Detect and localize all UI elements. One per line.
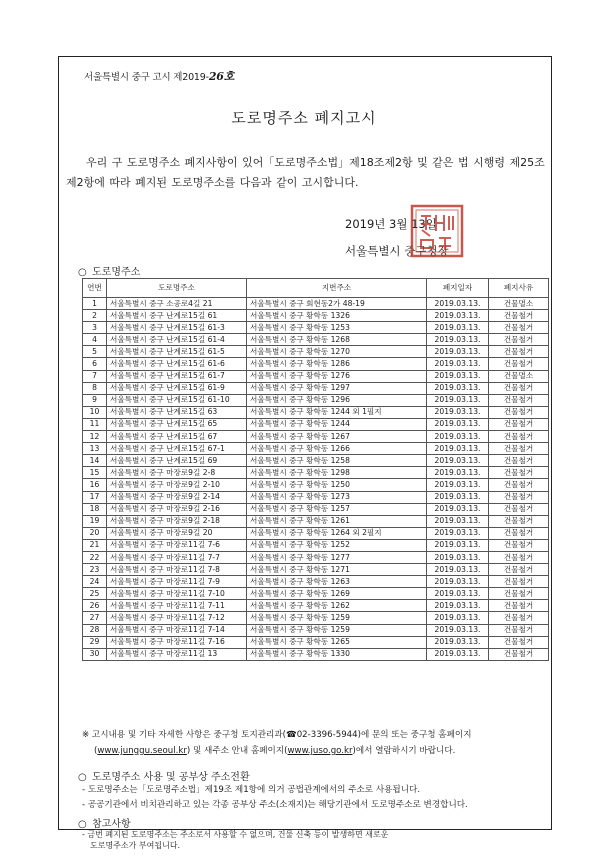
cell-road-address: 서울특별시 중구 마장로11길 7-6 — [107, 539, 247, 551]
cell-no: 6 — [83, 358, 107, 370]
cell-date: 2019.03.13. — [427, 564, 489, 576]
cell-no: 4 — [83, 334, 107, 346]
table-row — [83, 648, 549, 660]
cell-road-address: 서울특별시 중구 마장로11길 7-12 — [107, 612, 247, 624]
table-row — [83, 624, 549, 636]
cell-reason: 건물철거 — [489, 467, 549, 479]
cell-lot-address: 서울특별시 중구 황학동 1259 — [247, 612, 427, 624]
cell-no: 29 — [83, 636, 107, 648]
cell-reason: 건물철거 — [489, 648, 549, 660]
cell-date: 2019.03.13. — [427, 310, 489, 322]
header-reason: 폐지사유 — [489, 279, 549, 298]
note-links-line: (www.junggu.seoul.kr) 및 새주소 안내 홈페이지(www.juso.go.kr)에서 열람하시기 바랍니다. — [94, 746, 456, 756]
cell-reason: 건물철거 — [489, 576, 549, 588]
cell-lot-address: 서울특별시 중구 황학동 1286 — [247, 358, 427, 370]
cell-road-address: 서울특별시 중구 난계로15길 61-3 — [107, 322, 247, 334]
table-row — [83, 406, 549, 418]
cell-lot-address: 서울특별시 중구 황학동 1273 — [247, 491, 427, 503]
cell-no: 24 — [83, 576, 107, 588]
document-number-text: 서울특별시 중구 고시 제2019- — [84, 72, 209, 83]
cell-reason: 건물철거 — [489, 503, 549, 515]
cell-lot-address: 서울특별시 중구 황학동 1296 — [247, 394, 427, 406]
note-end-text: )에서 열람하시기 바랍니다. — [352, 746, 456, 756]
cell-date: 2019.03.13. — [427, 467, 489, 479]
cell-road-address: 서울특별시 중구 마장로9길 2-18 — [107, 515, 247, 527]
cell-road-address: 서울특별시 중구 마장로11길 7-7 — [107, 551, 247, 563]
cell-road-address: 서울특별시 중구 난계로15길 61 — [107, 310, 247, 322]
table-row — [83, 479, 549, 491]
cell-no: 5 — [83, 346, 107, 358]
cell-reason: 건물철거 — [489, 310, 549, 322]
table-row — [83, 636, 549, 648]
table-row — [83, 539, 549, 551]
cell-road-address: 서울특별시 중구 마장로9길 2-14 — [107, 491, 247, 503]
cell-road-address: 서울특별시 중구 난계로15길 69 — [107, 455, 247, 467]
cell-road-address: 서울특별시 중구 난계로15길 63 — [107, 406, 247, 418]
usage-list — [82, 783, 552, 813]
cell-date: 2019.03.13. — [427, 455, 489, 467]
reference-text — [82, 829, 552, 851]
table-row — [83, 588, 549, 600]
cell-no: 23 — [83, 564, 107, 576]
cell-lot-address: 서울특별시 중구 황학동 1276 — [247, 370, 427, 382]
cell-lot-address: 서울특별시 중구 황학동 1330 — [247, 648, 427, 660]
cell-reason: 건물철거 — [489, 612, 549, 624]
table-body — [83, 298, 549, 661]
cell-lot-address: 서울특별시 중구 황학동 1261 — [247, 515, 427, 527]
cell-reason: 건물철거 — [489, 636, 549, 648]
cell-date: 2019.03.13. — [427, 334, 489, 346]
cell-no: 14 — [83, 455, 107, 467]
handwritten-number: 26호 — [208, 70, 235, 83]
cell-no: 12 — [83, 431, 107, 443]
cell-reason: 건물철거 — [489, 588, 549, 600]
cell-date: 2019.03.13. — [427, 551, 489, 563]
cell-lot-address: 서울특별시 중구 황학동 1266 — [247, 443, 427, 455]
table-row — [83, 467, 549, 479]
section-reference — [78, 815, 131, 830]
table-row — [83, 431, 549, 443]
cell-date: 2019.03.13. — [427, 527, 489, 539]
cell-no: 9 — [83, 394, 107, 406]
intro-paragraph: 우리 구 도로명주소 폐지사항이 있어「도로명주소법」제18조제2항 및 같은 법 시행령 제25조제2항에 따라 폐지된 도로명주소를 다음과 같이 고시합니다. — [66, 156, 545, 189]
cell-reason: 건물철거 — [489, 479, 549, 491]
cell-no: 25 — [83, 588, 107, 600]
cell-no: 20 — [83, 527, 107, 539]
cell-no: 2 — [83, 310, 107, 322]
cell-lot-address: 서울특별시 중구 황학동 1253 — [247, 322, 427, 334]
cell-reason: 건물철거 — [489, 394, 549, 406]
cell-lot-address: 서울특별시 중구 황학동 1252 — [247, 539, 427, 551]
table-row — [83, 358, 549, 370]
table-row — [83, 322, 549, 334]
cell-reason: 건물철거 — [489, 406, 549, 418]
cell-date: 2019.03.13. — [427, 588, 489, 600]
cell-no: 26 — [83, 600, 107, 612]
cell-no: 17 — [83, 491, 107, 503]
cell-date: 2019.03.13. — [427, 576, 489, 588]
cell-road-address: 서울특별시 중구 마장로11길 13 — [107, 648, 247, 660]
cell-no: 3 — [83, 322, 107, 334]
table-row — [83, 394, 549, 406]
table-row — [83, 443, 549, 455]
cell-no: 15 — [83, 467, 107, 479]
cell-road-address: 서울특별시 중구 마장로11길 7-10 — [107, 588, 247, 600]
cell-lot-address: 서울특별시 중구 황학동 1326 — [247, 310, 427, 322]
cell-date: 2019.03.13. — [427, 636, 489, 648]
cell-lot-address: 서울특별시 중구 황학동 1244 외 1필지 — [247, 406, 427, 418]
cell-date: 2019.03.13. — [427, 479, 489, 491]
cell-lot-address: 서울특별시 중구 황학동 1263 — [247, 576, 427, 588]
cell-lot-address: 서울특별시 중구 황학동 1258 — [247, 455, 427, 467]
usage-item: - 공공기관에서 비치관리하고 있는 각종 공부상 주소(소재지)는 해당기관에서 도로명주소로 변경합니다. — [82, 800, 468, 810]
cell-no: 27 — [83, 612, 107, 624]
header-lot-address: 지번주소 — [247, 279, 427, 298]
notice-note — [82, 727, 552, 759]
table-row — [83, 564, 549, 576]
cell-date: 2019.03.13. — [427, 431, 489, 443]
cell-road-address: 서울특별시 중구 난계로15길 61-4 — [107, 334, 247, 346]
note-mid-text: ) 및 새주소 안내 홈페이지( — [186, 746, 288, 756]
cell-road-address: 서울특별시 중구 마장로11길 7-14 — [107, 624, 247, 636]
cell-reason: 건물철거 — [489, 527, 549, 539]
notice-date: 2019년 3월 13일 — [345, 217, 437, 231]
cell-road-address: 서울특별시 중구 난계로15길 65 — [107, 418, 247, 430]
junggu-homepage-link[interactable]: www.junggu.seoul.kr — [97, 746, 187, 756]
cell-reason: 건물철거 — [489, 551, 549, 563]
table-row — [83, 600, 549, 612]
cell-no: 28 — [83, 624, 107, 636]
cell-road-address: 서울특별시 중구 난계로15길 61-5 — [107, 346, 247, 358]
cell-lot-address: 서울특별시 중구 황학동 1264 외 2필지 — [247, 527, 427, 539]
cell-reason: 건물멸소 — [489, 370, 549, 382]
official-seal-icon — [408, 202, 466, 260]
cell-lot-address: 서울특별시 중구 황학동 1267 — [247, 431, 427, 443]
cell-lot-address: 서울특별시 중구 황학동 1268 — [247, 334, 427, 346]
cell-date: 2019.03.13. — [427, 346, 489, 358]
cell-road-address: 서울특별시 중구 마장로11길 7-16 — [107, 636, 247, 648]
cell-reason: 건물철거 — [489, 564, 549, 576]
table-row — [83, 298, 549, 310]
cell-date: 2019.03.13. — [427, 406, 489, 418]
cell-no: 22 — [83, 551, 107, 563]
usage-item: - 도로명주소는「도로명주소법」제19조 제1항에 의거 공법관계에서의 주소로 사용됩니다. — [82, 785, 421, 795]
section-usage — [78, 768, 250, 783]
table-row — [83, 576, 549, 588]
cell-reason: 건물철거 — [489, 491, 549, 503]
cell-reason: 건물철거 — [489, 539, 549, 551]
cell-road-address: 서울특별시 중구 난계로15길 67-1 — [107, 443, 247, 455]
table-row — [83, 503, 549, 515]
cell-reason: 건물철거 — [489, 358, 549, 370]
cell-reason: 건물철거 — [489, 346, 549, 358]
cell-date: 2019.03.13. — [427, 539, 489, 551]
table-row — [83, 515, 549, 527]
juso-homepage-link[interactable]: www.juso.go.kr — [287, 746, 353, 756]
table-row — [83, 455, 549, 467]
cell-date: 2019.03.13. — [427, 322, 489, 334]
cell-no: 21 — [83, 539, 107, 551]
cell-road-address: 서울특별시 중구 난계로15길 61-6 — [107, 358, 247, 370]
reference-title: 참고사항 — [92, 819, 131, 830]
cell-reason: 건물철거 — [489, 418, 549, 430]
cell-lot-address: 서울특별시 중구 황학동 1270 — [247, 346, 427, 358]
cell-no: 10 — [83, 406, 107, 418]
cell-lot-address: 서울특별시 중구 황학동 1271 — [247, 564, 427, 576]
circle-bullet-icon: ○ — [78, 819, 87, 830]
circle-bullet-icon: ○ — [78, 772, 87, 783]
cell-reason: 건물철거 — [489, 515, 549, 527]
cell-date: 2019.03.13. — [427, 515, 489, 527]
cell-road-address: 서울특별시 중구 난계로15길 67 — [107, 431, 247, 443]
header-road-address: 도로명주소 — [107, 279, 247, 298]
cell-lot-address: 서울특별시 중구 황학동 1257 — [247, 503, 427, 515]
section-title: 도로명주소 — [92, 267, 141, 278]
cell-date: 2019.03.13. — [427, 298, 489, 310]
cell-road-address: 서울특별시 중구 마장로11길 7-8 — [107, 564, 247, 576]
table-row — [83, 491, 549, 503]
cell-date: 2019.03.13. — [427, 382, 489, 394]
cell-date: 2019.03.13. — [427, 612, 489, 624]
cell-no: 1 — [83, 298, 107, 310]
signer: 서울특별시 중구청장 — [345, 244, 449, 258]
cell-road-address: 서울특별시 중구 마장로11길 7-11 — [107, 600, 247, 612]
cell-road-address: 서울특별시 중구 소공로4길 21 — [107, 298, 247, 310]
cell-no: 8 — [83, 382, 107, 394]
cell-date: 2019.03.13. — [427, 491, 489, 503]
cell-no: 7 — [83, 370, 107, 382]
cell-road-address: 서울특별시 중구 난계로15길 61-9 — [107, 382, 247, 394]
cell-date: 2019.03.13. — [427, 394, 489, 406]
cell-date: 2019.03.13. — [427, 624, 489, 636]
cell-road-address: 서울특별시 중구 난계로15길 61-10 — [107, 394, 247, 406]
table-row — [83, 334, 549, 346]
table-row — [83, 382, 549, 394]
cell-reason: 건물철거 — [489, 322, 549, 334]
document-number — [84, 68, 234, 84]
cell-lot-address: 서울특별시 중구 황학동 1259 — [247, 624, 427, 636]
address-table — [82, 278, 549, 661]
header-no: 연번 — [83, 279, 107, 298]
page-title: 도로명주소 폐지고시 — [231, 109, 377, 127]
cell-road-address: 서울특별시 중구 난계로15길 61-7 — [107, 370, 247, 382]
table-row — [83, 370, 549, 382]
cell-date: 2019.03.13. — [427, 600, 489, 612]
note-line: ※ 고시내용 및 기타 자세한 사항은 중구청 토지관리과(☎02-3396-5944)에 문의 또는 중구청 홈페이지 — [82, 730, 472, 740]
cell-date: 2019.03.13. — [427, 358, 489, 370]
cell-reason: 건물철거 — [489, 624, 549, 636]
cell-lot-address: 서울특별시 중구 황학동 1250 — [247, 479, 427, 491]
usage-title: 도로명주소 사용 및 공부상 주소전환 — [92, 772, 250, 783]
header-date: 폐지일자 — [427, 279, 489, 298]
cell-date: 2019.03.13. — [427, 648, 489, 660]
section-address — [78, 263, 140, 278]
cell-road-address: 서울특별시 중구 마장로9길 20 — [107, 527, 247, 539]
cell-lot-address: 서울특별시 중구 황학동 1265 — [247, 636, 427, 648]
table-header-row — [83, 279, 549, 298]
cell-reason: 건물철거 — [489, 455, 549, 467]
cell-date: 2019.03.13. — [427, 503, 489, 515]
cell-lot-address: 서울특별시 중구 회현동2가 48-19 — [247, 298, 427, 310]
cell-lot-address: 서울특별시 중구 황학동 1297 — [247, 382, 427, 394]
cell-reason: 건물철거 — [489, 431, 549, 443]
cell-no: 30 — [83, 648, 107, 660]
cell-no: 16 — [83, 479, 107, 491]
cell-date: 2019.03.13. — [427, 418, 489, 430]
cell-lot-address: 서울특별시 중구 황학동 1277 — [247, 551, 427, 563]
cell-lot-address: 서울특별시 중구 황학동 1269 — [247, 588, 427, 600]
table-row — [83, 612, 549, 624]
cell-lot-address: 서울특별시 중구 황학동 1244 — [247, 418, 427, 430]
table-row — [83, 551, 549, 563]
cell-reason: 건물철거 — [489, 443, 549, 455]
cell-reason: 건물철거 — [489, 382, 549, 394]
circle-bullet-icon: ○ — [78, 267, 87, 278]
cell-no: 18 — [83, 503, 107, 515]
cell-road-address: 서울특별시 중구 마장로9길 2-16 — [107, 503, 247, 515]
table-row — [83, 418, 549, 430]
cell-no: 19 — [83, 515, 107, 527]
cell-lot-address: 서울특별시 중구 황학동 1262 — [247, 600, 427, 612]
cell-no: 11 — [83, 418, 107, 430]
table-row — [83, 346, 549, 358]
cell-reason: 건물멸소 — [489, 298, 549, 310]
cell-road-address: 서울특별시 중구 마장로9길 2-10 — [107, 479, 247, 491]
table-row — [83, 310, 549, 322]
reference-line: - 금번 폐지된 도로명주소는 주소로서 사용할 수 없으며, 건물 신축 등이 발생하면 새로운 — [82, 830, 389, 839]
cell-date: 2019.03.13. — [427, 370, 489, 382]
cell-lot-address: 서울특별시 중구 황학동 1298 — [247, 467, 427, 479]
reference-line: 도로명주소가 부여됩니다. — [90, 841, 181, 850]
cell-reason: 건물철거 — [489, 600, 549, 612]
cell-road-address: 서울특별시 중구 마장로9길 2-8 — [107, 467, 247, 479]
cell-date: 2019.03.13. — [427, 443, 489, 455]
cell-reason: 건물철거 — [489, 334, 549, 346]
table-row — [83, 527, 549, 539]
cell-road-address: 서울특별시 중구 마장로11길 7-9 — [107, 576, 247, 588]
cell-no: 13 — [83, 443, 107, 455]
